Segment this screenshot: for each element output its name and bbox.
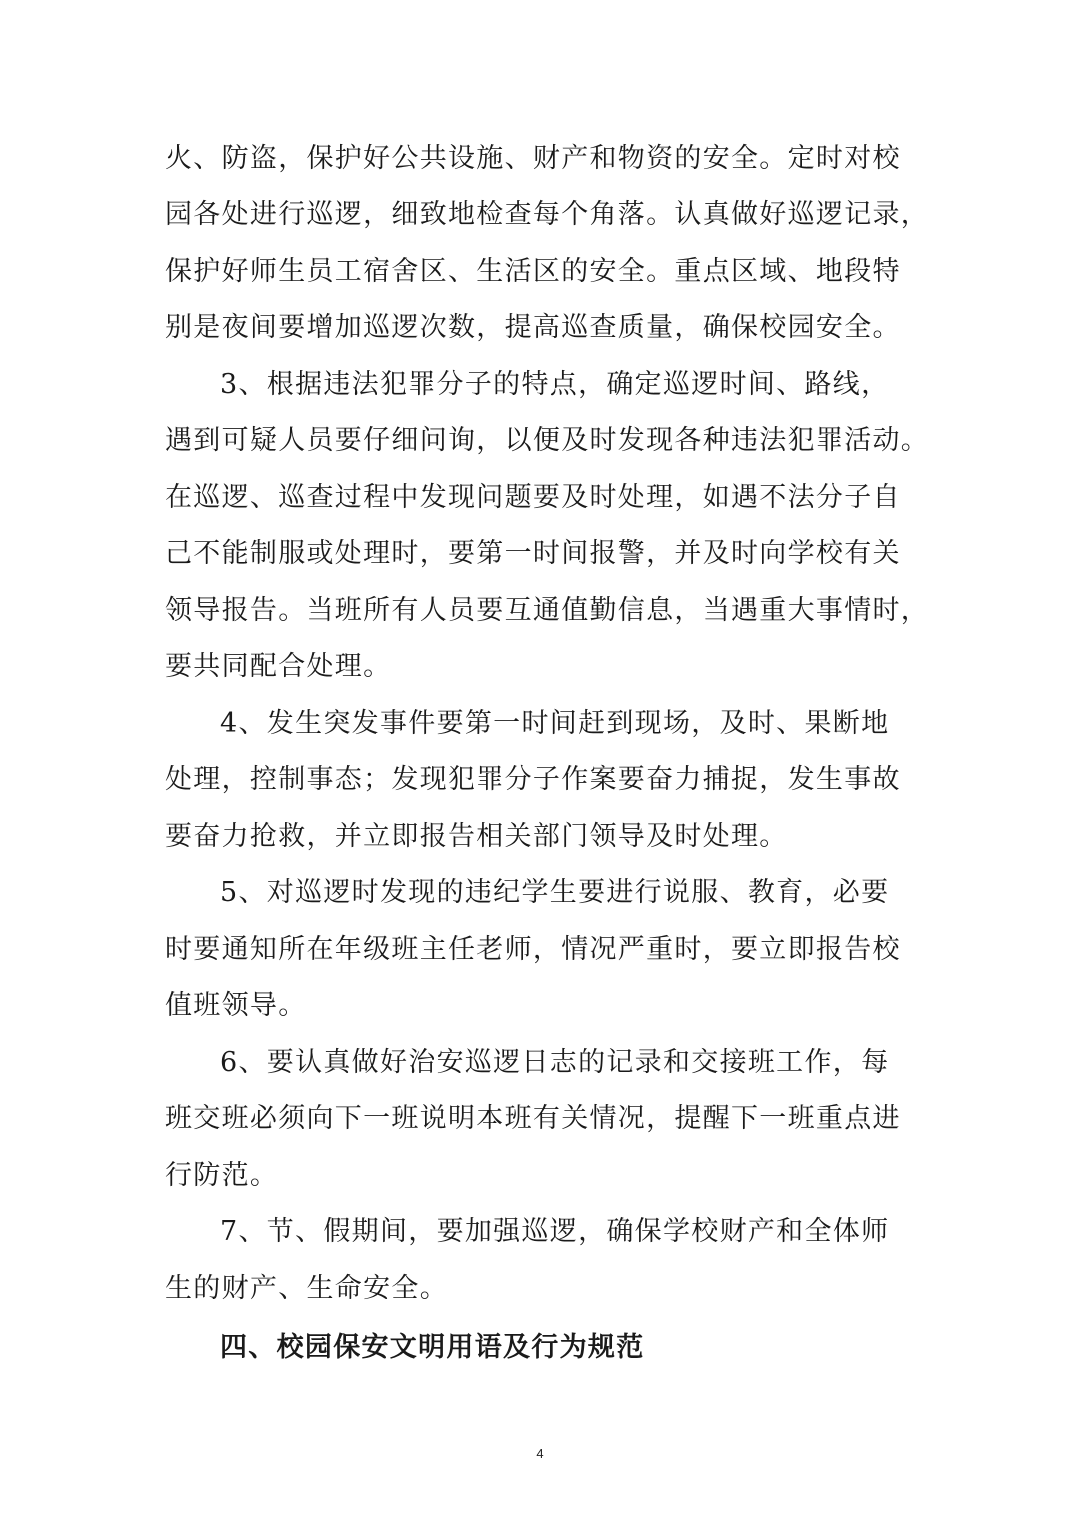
text-line: 行防范。: [165, 1160, 279, 1191]
text-line: 保护好师生员工宿舍区、生活区的安全。重点区域、地段特: [165, 256, 901, 287]
paragraph-5-first-line: 5、对巡逻时发现的违纪学生要进行说服、教育，必要: [220, 877, 890, 908]
section-heading: 四、校园保安文明用语及行为规范: [220, 1332, 645, 1363]
text-line: 领导报告。当班所有人员要互通值勤信息，当遇重大事情时，: [165, 595, 930, 626]
text-line: 要共同配合处理。: [165, 651, 392, 682]
text-line: 火、防盗，保护好公共设施、财产和物资的安全。定时对校: [165, 143, 901, 174]
paragraph-3-first-line: 3、根据违法犯罪分子的特点，确定巡逻时间、路线，: [220, 369, 890, 400]
text-line: 遇到可疑人员要仔细问询，以便及时发现各种违法犯罪活动。: [165, 425, 930, 456]
text-line: 处理，控制事态；发现犯罪分子作案要奋力捕捉，发生事故: [165, 764, 901, 795]
text-line: 时要通知所在年级班主任老师，情况严重时，要立即报告校: [165, 934, 901, 965]
text-line: 己不能制服或处理时，要第一时间报警，并及时向学校有关: [165, 538, 901, 569]
paragraph-4-first-line: 4、发生突发事件要第一时间赶到现场，及时、果断地: [220, 708, 890, 739]
text-line: 在巡逻、巡查过程中发现问题要及时处理，如遇不法分子自: [165, 482, 901, 513]
text-line: 生的财产、生命安全。: [165, 1273, 448, 1304]
paragraph-7-first-line: 7、节、假期间，要加强巡逻，确保学校财产和全体师: [220, 1216, 890, 1247]
paragraph-6-first-line: 6、要认真做好治安巡逻日志的记录和交接班工作，每: [220, 1047, 890, 1078]
text-line: 值班领导。: [165, 990, 307, 1021]
page-number: 4: [536, 1446, 544, 1461]
text-line: 班交班必须向下一班说明本班有关情况，提醒下一班重点进: [165, 1103, 901, 1134]
text-line: 园各处进行巡逻，细致地检查每个角落。认真做好巡逻记录，: [165, 199, 930, 230]
text-line: 别是夜间要增加巡逻次数，提高巡查质量，确保校园安全。: [165, 312, 901, 343]
text-line: 要奋力抢救，并立即报告相关部门领导及时处理。: [165, 821, 788, 852]
